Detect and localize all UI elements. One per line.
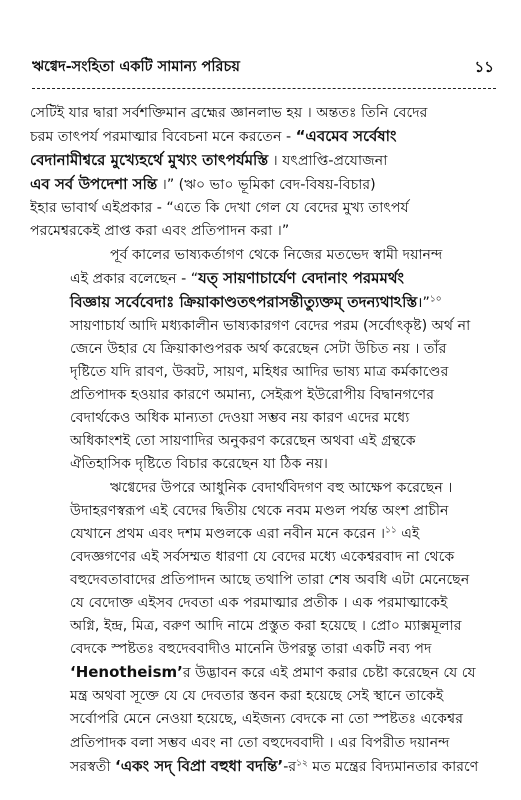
text-line xyxy=(30,173,496,197)
page-number: ১১ xyxy=(474,58,494,76)
text-line xyxy=(30,523,496,546)
text-run: এই xyxy=(396,525,420,542)
text-line xyxy=(30,708,496,731)
text-run: সর্বোপরি মেনে নেওয়া হয়েছে, এইজন্য বেদকে না তো স্পষ্টতঃ একেশ্বর xyxy=(70,711,464,728)
text-line xyxy=(30,291,496,315)
text-line xyxy=(30,267,496,291)
text-line xyxy=(30,661,496,685)
text-run: ইহার ভাবার্থ এইপ্রকার - “এতে কি দেখা গেল যে বেদের মুখ্য তাৎপর্য xyxy=(30,200,409,217)
text-line xyxy=(30,197,496,220)
text-line xyxy=(30,315,496,338)
text-run: জেনে উহার যে ক্রিয়াকাণ্ডপরক অর্থ করেছেন সেটা উচিত নয় । তাঁর xyxy=(70,340,447,357)
text-run: প্রতিপাদক হওয়ার কারণে অমান্য, সেইরূপ ইউরোপীয় বিদ্বানগণের xyxy=(70,387,435,404)
text-run: অগ্নি, ইন্দ্র, মিত্র, বরুণ আদি নামে প্রস্তুত করা হয়েছে । প্রো০ ম্যাক্সমূলার xyxy=(70,618,462,635)
text-line xyxy=(30,732,496,755)
emphasized-text: বিজ্ঞায় সর্বেবেদাঃ ক্রিয়াকাণ্ডতৎপরাসন্তীত্যুক্তম্ তদন্যথাঽস্তি xyxy=(70,292,418,311)
text-line xyxy=(30,125,496,149)
text-run: বহুদেবতাবাদের প্রতিপাদন আছে তথাপি তারা শেষ অবধি এটা মেনেছেন xyxy=(70,571,470,588)
emphasized-text: বেদানামীশ্বরে মুখ্যেহর্থে মুখ্যং তাৎপর্যমস্তি xyxy=(30,151,269,170)
text-run: প্রতিপাদক বলা সম্ভব এবং না তো বহুদেববাদী । এর বিপরীত দয়ানন্দ xyxy=(70,734,450,751)
text-line xyxy=(30,569,496,592)
text-run: এই প্রকার বলেছেন - “ xyxy=(70,270,199,287)
text-run: পরমেশ্বরকেই প্রাপ্ত করা এবং প্রতিপাদন করা ।” xyxy=(30,223,290,240)
text-line xyxy=(30,755,496,779)
text-run: উদাহরণস্বরূপ এই বেদের দ্বিতীয় থেকে নবম মণ্ডল পর্যন্ত অংশ প্রাচীন xyxy=(70,502,449,519)
body-text xyxy=(30,102,496,779)
text-run: । যৎপ্রাপ্তি-প্রযোজনা xyxy=(268,153,388,170)
text-run: বেদার্থকেও অধিক মান্যতা দেওয়া সম্ভব নয় কারণ এদের মধ্যে xyxy=(70,410,410,427)
text-run: ঋগ্বেদের উপরে আধুনিক বেদার্থবিদগণ বহু আক্ষেপ করেছেন । xyxy=(110,479,453,496)
text-run: অধিকাংশই তো সায়ণাদির অনুকরণ করেছেন অথবা এই গ্রন্থকে xyxy=(70,433,416,450)
text-line xyxy=(30,453,496,476)
text-line xyxy=(30,361,496,384)
text-line xyxy=(30,407,496,430)
footnote-marker: ১২ xyxy=(296,757,308,768)
text-line xyxy=(30,477,496,500)
text-line xyxy=(30,592,496,615)
text-run: চরম তাৎপর্য পরমাত্মার বিবেচনা মনে করতেন - xyxy=(30,129,296,146)
paragraph xyxy=(30,102,496,244)
text-run: মত মন্ত্রের বিদ্যমানতার কারণে xyxy=(307,758,479,775)
text-line xyxy=(30,384,496,407)
emphasized-text: এব সর্ব উপদেশা সন্তি xyxy=(30,175,158,194)
text-run: -র xyxy=(283,758,297,775)
emphasized-text: যত্ সায়ণাচার্যেণ বেদানাং পরমমর্থং xyxy=(198,268,405,287)
text-line xyxy=(30,149,496,173)
text-run: ঐতিহাসিক দৃষ্টিতে বিচার করেছেন যা ঠিক নয়। xyxy=(70,456,328,473)
text-run: ।” (ঋ০ ভা০ ভূমিকা বেদ-বিষয়-বিচার) xyxy=(157,177,376,194)
text-run: পূর্ব কালের ভাষ্যকর্তাগণ থেকে নিজের মতভেদ স্বামী দয়ানন্দ xyxy=(110,246,443,263)
emphasized-text: ‘Henotheism’ xyxy=(70,663,183,682)
paragraph xyxy=(30,477,496,779)
text-line xyxy=(30,244,496,267)
text-line xyxy=(30,685,496,708)
emphasized-text: “এবমেব সর্বেষাং xyxy=(295,127,397,146)
text-run: বেদজ্ঞগণের এই সর্বসম্মত ধারণা যে বেদের মধ্যে একেশ্বরবাদ না থেকে xyxy=(70,548,455,565)
text-run: সায়ণাচার্য আদি মধ্যকালীন ভাষ্যকারগণ বেদের পরম (সর্বোৎকৃষ্ট) অর্থ না xyxy=(70,317,471,334)
emphasized-text: ‘একং সদ্ বিপ্রা বহুধা বদন্তি’ xyxy=(115,756,284,775)
paragraph xyxy=(30,244,496,477)
text-line xyxy=(30,615,496,638)
header-divider xyxy=(32,88,496,89)
text-run: র উদ্ভাবন করে এই প্রমাণ করার চেষ্টা করেছেন যে যে xyxy=(182,665,476,682)
text-line xyxy=(30,338,496,361)
text-line xyxy=(30,546,496,569)
running-title: ঋগ্বেদ-সংহিতা একটি সামান্য পরিচয় xyxy=(32,59,240,75)
text-run: মন্ত্র অথবা সূক্তে যে যে দেবতার স্তবন করা হয়েছে সেই স্থানে তাকেই xyxy=(70,688,444,705)
page-header xyxy=(32,56,494,80)
text-run: বেদকে স্পষ্টতঃ বহুদেববাদীও মানেনি উপরন্তু তারা একটি নব্য পদ xyxy=(70,641,432,658)
text-line xyxy=(30,220,496,243)
text-run: সরস্বতী xyxy=(70,758,116,775)
footnote-marker: ১১ xyxy=(385,524,397,535)
text-line xyxy=(30,430,496,453)
text-run: যেখানে প্রথম এবং দশম মণ্ডলকে এরা নবীন মনে করেন । xyxy=(70,525,386,542)
text-run: সেটিই যার দ্বারা সর্বশক্তিমান ব্রহ্মের জ্ঞানলাভ হয় । অন্ততঃ তিনি বেদের xyxy=(30,105,428,121)
text-line xyxy=(30,638,496,661)
text-line xyxy=(30,102,496,125)
footnote-marker: ১০ xyxy=(429,294,442,305)
text-run: ।” xyxy=(417,294,430,311)
text-run: যে বেদোক্ত এইসব দেবতা এক পরমাত্মার প্রতীক । এক পরমাত্মাকেই xyxy=(70,594,448,611)
text-run: দৃষ্টিতে যদি রাবণ, উব্বট, সায়ণ, মহিধর আদির ভাষ্য মাত্র কর্মকাণ্ডের xyxy=(70,364,449,381)
text-line xyxy=(30,500,496,523)
